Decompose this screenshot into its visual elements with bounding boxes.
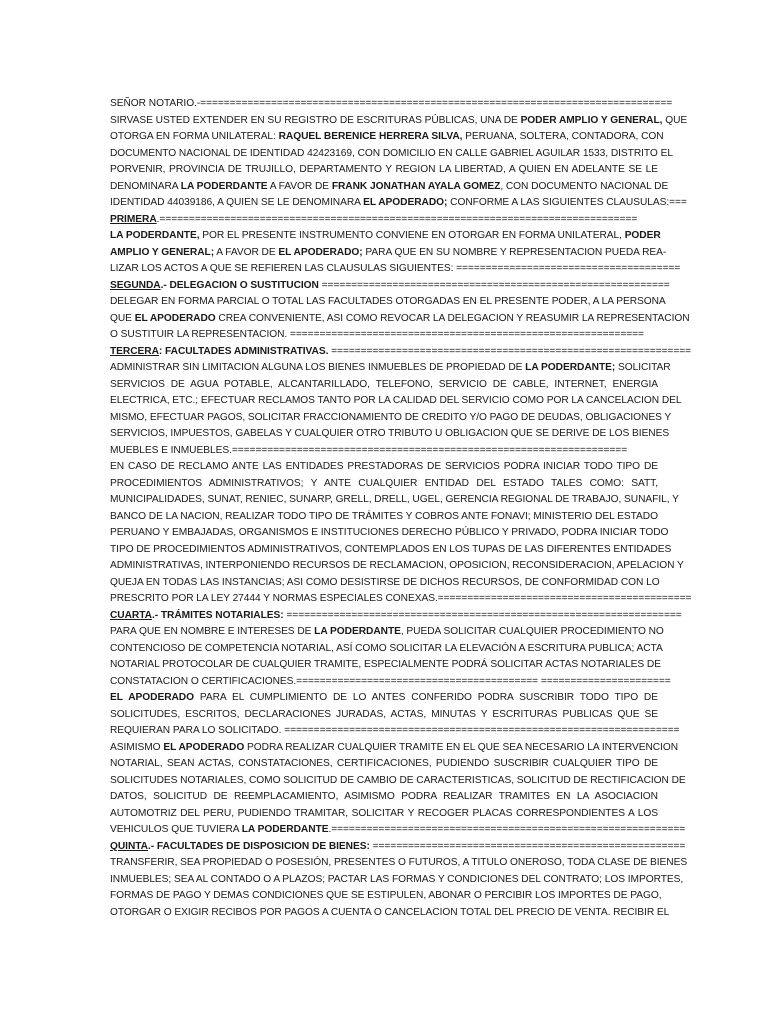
- document-line: [110, 888, 662, 905]
- clause-heading: SEGUNDA: [110, 279, 161, 291]
- text-run: ===================================================================: [283, 609, 682, 621]
- clause-heading: CUARTA: [110, 609, 152, 621]
- document-line: [110, 96, 673, 113]
- text-run: INMUEBLES; SEA AL CONTADO O A PLAZOS; PACTAR LAS FORMAS Y CONDICIONES DEL CONTRATO; LOS IMPORTES,: [110, 873, 684, 885]
- text-run: PORVENIR, PROVINCIA DE TRUJILLO, DEPARTAMENTO Y REGION LA LIBERTAD, A QUIEN EN ADELANTE SE LE: [110, 164, 658, 175]
- document-line: [110, 872, 684, 889]
- document-line: [110, 789, 658, 806]
- bold-term: .- TRÁMITES NOTARIALES:: [151, 609, 284, 621]
- document-line: [110, 344, 692, 361]
- clause-heading: QUINTA: [110, 840, 148, 852]
- bold-term: RAQUEL BERENICE HERRERA SILVA,: [278, 131, 463, 142]
- text-run: A FAVOR DE: [267, 180, 332, 192]
- bold-term: EL APODERADO: [110, 692, 194, 703]
- bold-term: EL APODERADO;: [363, 197, 448, 208]
- text-run: TIPO DE PROCEDIMIENTOS ADMINISTRATIVOS, CONTEMPLADOS EN LOS TUPAS DE LAS DIFERENTES ENTIDADES: [110, 543, 672, 555]
- document-line: [110, 360, 671, 377]
- text-run: PODRA REALIZAR CUALQUIER TRAMITE EN EL QUE SEA NECESARIO LA INTERVENCION: [244, 741, 679, 753]
- text-run: .============================================================: [328, 824, 686, 835]
- document-line: [110, 410, 672, 427]
- text-run: FORMAS DE PAGO Y DEMAS CONDICIONES QUE SE ESTIPULEN, ABONAR O PERCIBIR LOS IMPORTES DE PAGO,: [110, 890, 662, 901]
- text-run: PROCEDIMIENTOS ADMINISTRATIVOS; Y ANTE CUALQUIER ENTIDAD DEL ESTADO TALES COMO: SATT,: [110, 477, 658, 489]
- bold-term: LA PODERDANTE: [314, 626, 401, 637]
- text-run: SERVICIOS, IMPUESTOS, GABELAS Y CUALQUIER OTRO TRIBUTO U OBLIGACION QUE SE DERIVE DE LOS BIENES: [110, 428, 670, 439]
- document-line: [110, 690, 658, 707]
- bold-term: .- FACULTADES DE DISPOSICION DE BIENES:: [148, 840, 370, 852]
- bold-term: AMPLIO Y GENERAL;: [110, 246, 215, 258]
- text-run: =============================================================: [328, 345, 692, 357]
- document-line: [110, 773, 686, 790]
- text-run: POR EL PRESENTE INSTRUMENTO CONVIENE EN OTORGAR EN FORMA UNILATERAL,: [199, 230, 625, 241]
- document-line: [110, 113, 688, 130]
- document-line: [110, 393, 682, 410]
- document-line: [110, 723, 680, 740]
- document-line: [110, 855, 688, 872]
- text-run: CONFORME A LAS SIGUIENTES CLAUSULAS:===: [447, 197, 687, 208]
- text-run: QUEJA EN TODAS LAS INSTANCIAS; ASI COMO DESISTIRSE DE DICHOS RECURSOS, DE CONFORMIDAD CON LO: [110, 576, 660, 588]
- text-run: SOLICITUDES, ESCRITOS, DECLARACIONES JURADAS, ACTAS, MINUTAS Y ESCRITURAS PUBLICAS QUE SE: [110, 708, 658, 720]
- document-line: [110, 443, 658, 460]
- text-run: NOTARIAL, SEAN ACTAS, CONSTATACIONES, CERTIFICACIONES, PUDIENDO SUSCRIBIR CUALQUIER TIPO DE: [110, 758, 658, 769]
- text-run: PERUANO Y EMBAJADAS, ORGANISMOS E INSTITUCIONES DERECHO PÚBLICO Y PRIVADO, PODRA INICIAR TODO: [110, 527, 669, 538]
- text-run: OTORGAR O EXIGIR RECIBOS POR PAGOS A CUENTA O CANCELACION TOTAL DEL PRECIO DE VENTA. RECIBIR EL: [110, 906, 670, 918]
- document-line: [110, 558, 684, 575]
- text-run: ASIMISMO: [110, 741, 164, 753]
- document-line: [110, 740, 679, 757]
- document-line: [110, 575, 658, 592]
- document-line: [110, 492, 679, 509]
- text-run: QUE: [662, 114, 688, 126]
- text-run: PARA QUE EN SU NOMBRE Y REPRESENTACION PUEDA REA-: [362, 246, 667, 258]
- text-run: ADMINISTRAR SIN LIMITACION ALGUNA LOS BIENES INMUEBLES DE PROPIEDAD DE: [110, 362, 526, 373]
- text-run: PARA EL CUMPLIMIENTO DE LO ANTES CONFERIDO PODRA SUSCRIBIR TODO TIPO DE: [194, 692, 658, 703]
- document-line: [110, 294, 666, 311]
- document-line: [110, 641, 663, 658]
- document-line: [110, 459, 658, 476]
- document-line: [110, 608, 682, 625]
- document-line: [110, 509, 658, 526]
- text-run: SOLICITAR: [615, 362, 671, 373]
- text-run: TRANSFERIR, SEA PROPIEDAD O POSESIÓN, PRESENTES O FUTUROS, A TITULO ONEROSO, TODA CLASE DE BIENES: [110, 857, 688, 868]
- document-line: [110, 624, 664, 641]
- bold-term: EL APODERADO;: [278, 246, 363, 258]
- document-line: [110, 839, 686, 856]
- text-run: MISMO, EFECTUAR PAGOS, SOLICITAR FRACCIONAMIENTO DE CREDITO Y/O PAGO DE DEUDAS, OBLIGACIONES Y: [110, 411, 672, 423]
- text-run: BANCO DE LA NACION, REALIZAR TODO TIPO DE TRÁMITES Y COBROS ANTE FONAVI; MINISTERIO DEL ESTADO: [110, 510, 658, 522]
- document-line: [110, 162, 658, 179]
- text-run: AUTOMOTRIZ DEL PERU, PUDIENDO TRAMITAR, SOLICITAR Y RECOGER PLACAS CORRESPONDIENTES A LOS: [110, 807, 658, 819]
- document-line: [110, 327, 658, 344]
- document-line: [110, 377, 658, 394]
- bold-term: LA PODERDANTE;: [525, 362, 616, 373]
- text-run: DOCUMENTO NACIONAL DE IDENTIDAD 42423169, CON DOMICILIO EN CALLE GABRIEL AGUILAR 1533, DISTRITO EL: [110, 147, 673, 159]
- document-line: [110, 591, 692, 608]
- document-line: [110, 426, 670, 443]
- text-run: SERVICIOS DE AGUA POTABLE, ALCANTARILLADO, TELEFONO, SERVICIO DE CABLE, INTERNET, ENERGIA: [110, 378, 658, 390]
- bold-term: PODER: [624, 230, 661, 241]
- text-run: CONSTATACION O CERTIFICACIONES.========================================= ======================: [110, 675, 671, 687]
- text-run: OTORGA EN FORMA UNILATERAL:: [110, 131, 279, 142]
- text-run: ELECTRICA, ETC.; EFECTUAR RECLAMOS TANTO POR LA CALIDAD DEL SERVICIO COMO POR LA CANCELACION DEL: [110, 395, 682, 406]
- clause-heading: TERCERA: [110, 345, 159, 357]
- document-line: [110, 212, 658, 229]
- text-run: SIRVASE USTED EXTENDER EN SU REGISTRO DE ESCRITURAS PÚBLICAS, UNA DE: [110, 114, 521, 126]
- document-page: [110, 96, 692, 921]
- document-line: [110, 476, 658, 493]
- text-run: PRESCRITO POR LA LEY 27444 Y NORMAS ESPECIALES CONEXAS.===========================================: [110, 593, 692, 604]
- text-run: =====================================================: [369, 840, 686, 852]
- document-line: [110, 707, 658, 724]
- clause-heading: PRIMERA: [110, 213, 157, 225]
- text-run: , PUEDA SOLICITAR CUALQUIER PROCEDIMIENTO NO: [400, 626, 664, 637]
- document-line: [110, 905, 670, 922]
- text-run: SOLICITUDES NOTARIALES, COMO SOLICITUD DE CAMBIO DE CARACTERISTICAS, SOLICITUD DE RECTIFICACION DE: [110, 774, 686, 786]
- text-run: SEÑOR NOTARIO.-================================================================================: [110, 98, 673, 109]
- text-run: DELEGAR EN FORMA PARCIAL O TOTAL LAS FACULTADES OTORGADAS EN EL PRESENTE PODER, A LA PERSONA: [110, 296, 666, 307]
- text-run: , CON DOCUMENTO NACIONAL DE: [500, 180, 669, 192]
- text-run: VEHICULOS QUE TUVIERA: [110, 824, 242, 835]
- bold-term: LA PODERDANTE,: [110, 230, 200, 241]
- document-line: [110, 756, 658, 773]
- document-line: [110, 245, 667, 262]
- document-line: [110, 261, 681, 278]
- document-line: [110, 129, 664, 146]
- bold-term: PODER AMPLIO Y GENERAL,: [520, 114, 663, 126]
- bold-term: LA PODERDANTE: [241, 824, 329, 835]
- bold-term: EL APODERADO: [163, 741, 245, 753]
- text-run: MUEBLES E INMUEBLES.===================================================================: [110, 444, 628, 456]
- document-line: [110, 195, 687, 212]
- document-line: [110, 179, 669, 196]
- text-run: A FAVOR DE: [214, 246, 279, 258]
- text-run: DATOS, SOLICITUD DE REEMPLACAMIENTO, ASIMISMO PODRA REALIZAR TRAMITES EN LA ASOCIACION: [110, 791, 658, 802]
- bold-term: LA PODERDANTE: [180, 180, 268, 192]
- document-line: [110, 822, 686, 839]
- text-run: EN CASO DE RECLAMO ANTE LAS ENTIDADES PRESTADORAS DE SERVICIOS PODRA INICIAR TODO TIPO DE: [110, 461, 658, 472]
- bold-term: : FACULTADES ADMINISTRATIVAS.: [158, 345, 329, 357]
- text-run: PERUANA, SOLTERA, CONTADORA, CON: [462, 131, 664, 142]
- text-run: REQUIERAN PARA LO SOLICITADO. ===================================================================: [110, 725, 680, 736]
- document-line: [110, 278, 670, 295]
- document-line: [110, 146, 673, 163]
- text-run: MUNICIPALIDADES, SUNAT, RENIEC, SUNARP, GRELL, DRELL, UGEL, GERENCIA REGIONAL DE TRABAJO, SUNAFIL, Y: [110, 494, 679, 505]
- bold-term: FRANK JONATHAN AYALA GOMEZ: [331, 180, 501, 192]
- text-run: .=================================================================================: [156, 213, 638, 225]
- document-line: [110, 542, 672, 559]
- document-line: [110, 228, 661, 245]
- document-line: [110, 674, 671, 691]
- text-run: LIZAR LOS ACTOS A QUE SE REFIEREN LAS CLAUSULAS SIGUIENTES: ======================================: [110, 263, 681, 274]
- text-run: O SUSTITUIR LA REPRESENTACION. ============================================================: [110, 329, 644, 340]
- bold-term: .- DELEGACION O SUSTITUCION: [160, 279, 319, 291]
- text-run: QUE: [110, 312, 135, 324]
- text-run: IDENTIDAD 44039186, A QUIEN SE LE DENOMINARA: [110, 197, 364, 208]
- text-run: PARA QUE EN NOMBRE E INTERESES DE: [110, 626, 315, 637]
- text-run: DENOMINARA: [110, 180, 181, 192]
- document-line: [110, 657, 661, 674]
- text-run: ===========================================================: [318, 279, 670, 291]
- document-line: [110, 311, 690, 328]
- text-run: NOTARIAL PROTOCOLAR DE CUALQUIER TRAMITE, ESPECIALMENTE PODRÁ SOLICITAR ACTAS NOTARIALES DE: [110, 659, 661, 670]
- text-run: CREA CONVENIENTE, ASI COMO REVOCAR LA DELEGACION Y REASUMIR LA REPRESENTACION: [215, 312, 690, 324]
- bold-term: EL APODERADO: [134, 312, 216, 324]
- text-run: ADMINISTRATIVAS, INTERPONIENDO RECURSOS DE RECLAMACION, OPOSICION, RECONSIDERACION, APELACION Y: [110, 560, 684, 571]
- text-run: CONTENCIOSO DE COMPETENCIA NOTARIAL, ASÍ COMO SOLICITAR LA ELEVACIÓN A ESCRITURA PUBLICA; ACTA: [110, 642, 663, 654]
- document-line: [110, 525, 669, 542]
- document-line: [110, 806, 658, 823]
